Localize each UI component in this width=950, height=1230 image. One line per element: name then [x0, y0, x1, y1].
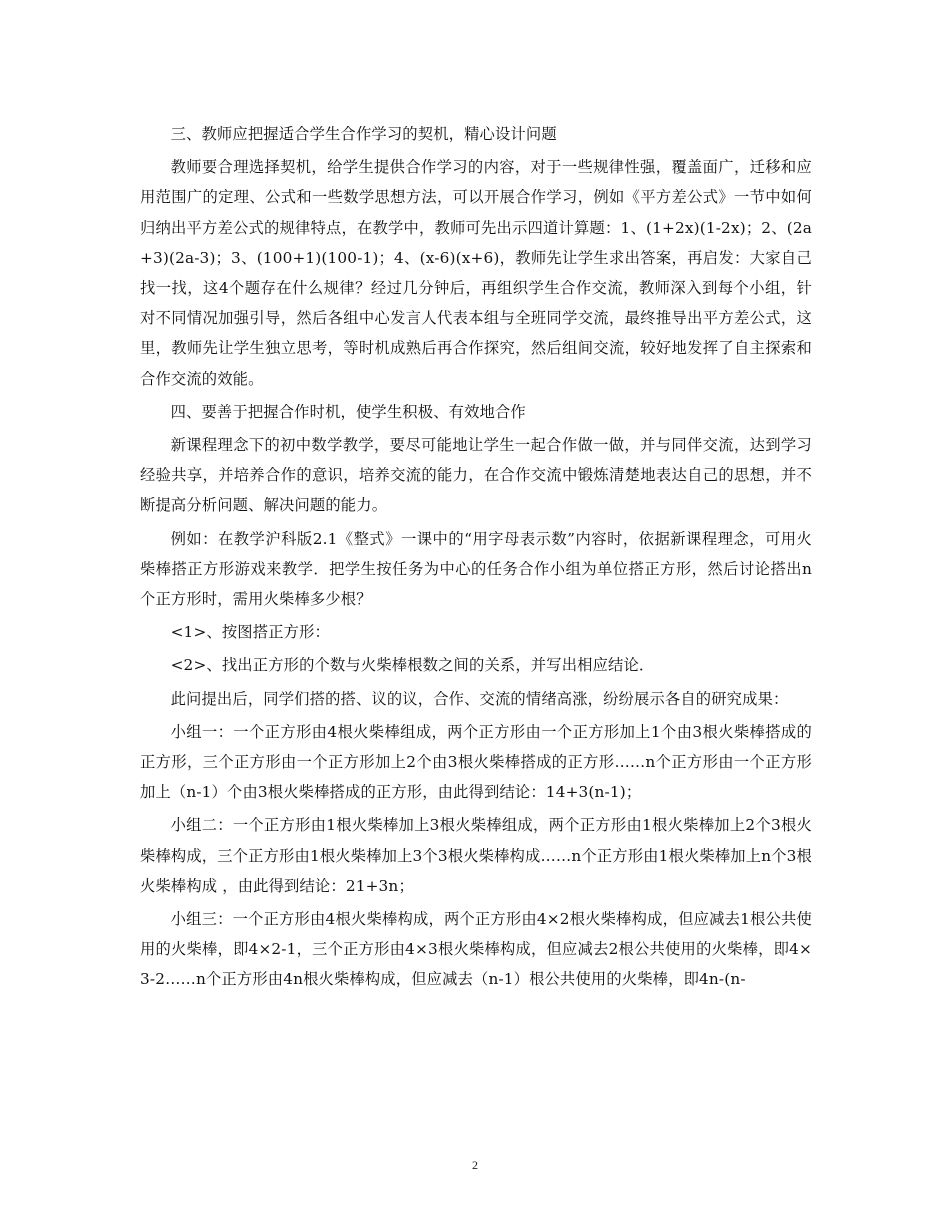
paragraph-step-1: <1>、按图搭正方形：: [170, 623, 330, 642]
paragraph-step-2: <2>、找出正方形的个数与火柴棒根数之间的关系，并写出相应结论．: [170, 656, 655, 675]
paragraph-teacher-opportunity: 教师要合理选择契机，给学生提供合作学习的内容，对于一些规律性强，覆盖面广，迁移和应用范围广的定理、公式和一些数学思想方法，可以开展合作学习，例如《平方差公式》一节中如何归纳出平方差公式的规律特点，在教学中，教师可先出示四道计算题：1、(1+2x)(1-2x)；2、(2a+3)(2a-3)；3、(100+1)(100-1)；4、(x-6)(x+6)，教师先让学生求出答案，再启发：大家自己找一找，这4个题存在什么规律？经过几分钟后，再组织学生合作交流，教师深入到每个小组，针对不同情况加强引导，然后各组中心发言人代表本组与全班同学交流，最终推导出平方差公式，这里，教师先让学生独立思考，等时机成熟后再合作探究，然后组间交流，较好地发挥了自主探索和合作交流的效能。: [140, 158, 812, 388]
paragraph-student-response: 此问提出后，同学们搭的搭、议的议，合作、交流的情绪高涨，纷纷展示各自的研究成果：: [170, 689, 789, 708]
paragraph-group-one: 小组一：一个正方形由4根火柴棒组成，两个正方形由一个正方形加上1个由3根火柴棒搭成的正方形，三个正方形由一个正方形加上2个由3根火柴棒搭成的正方形……n个正方形由一个正方形加上（n-1）个由3根火柴棒搭成的正方形，由此得到结论：14+3(n-1)；: [140, 722, 812, 802]
section-heading-3: 三、教师应把握适合学生合作学习的契机，精心设计问题: [170, 125, 557, 143]
document-body: [140, 119, 812, 998]
paragraph-example: 例如：在教学沪科版2.1《整式》一课中的“用字母表示数”内容时，依据新课程理念，可用火柴棒搭正方形游戏来教学．把学生按任务为中心的任务合作小组为单位搭正方形，然后讨论搭出n个正方形时，需用火柴棒多少根？: [140, 529, 812, 609]
paragraph-group-three: 小组三：一个正方形由4根火柴棒构成，两个正方形由4×2根火柴棒构成，但应减去1根公共使用的火柴棒，即4×2-1，三个正方形由4×3根火柴棒构成，但应减去2根公共使用的火柴棒，即4×3-2……n个正方形由4n根火柴棒构成，但应减去（n-1）根公共使用的火柴棒，即4n-(n-: [140, 910, 812, 989]
paragraph-group-two: 小组二：一个正方形由1根火柴棒加上3根火柴棒组成，两个正方形由1根火柴棒加上2个3根火柴棒构成，三个正方形由1根火柴棒加上3个3根火柴棒构成……n个正方形由1根火柴棒加上n个3根火柴棒构成 ，由此得到结论：21+3n；: [140, 816, 812, 895]
page-number: 2: [472, 1158, 478, 1172]
section-heading-4: 四、要善于把握合作时机，使学生积极、有效地合作: [170, 402, 526, 421]
paragraph-new-curriculum: 新课程理念下的初中数学教学，要尽可能地让学生一起合作做一做，并与同伴交流，达到学习经验共享，并培养合作的意识，培养交流的能力，在合作交流中锻炼清楚地表达自己的思想，并不断提高分析问题、解决问题的能力。: [140, 436, 812, 515]
